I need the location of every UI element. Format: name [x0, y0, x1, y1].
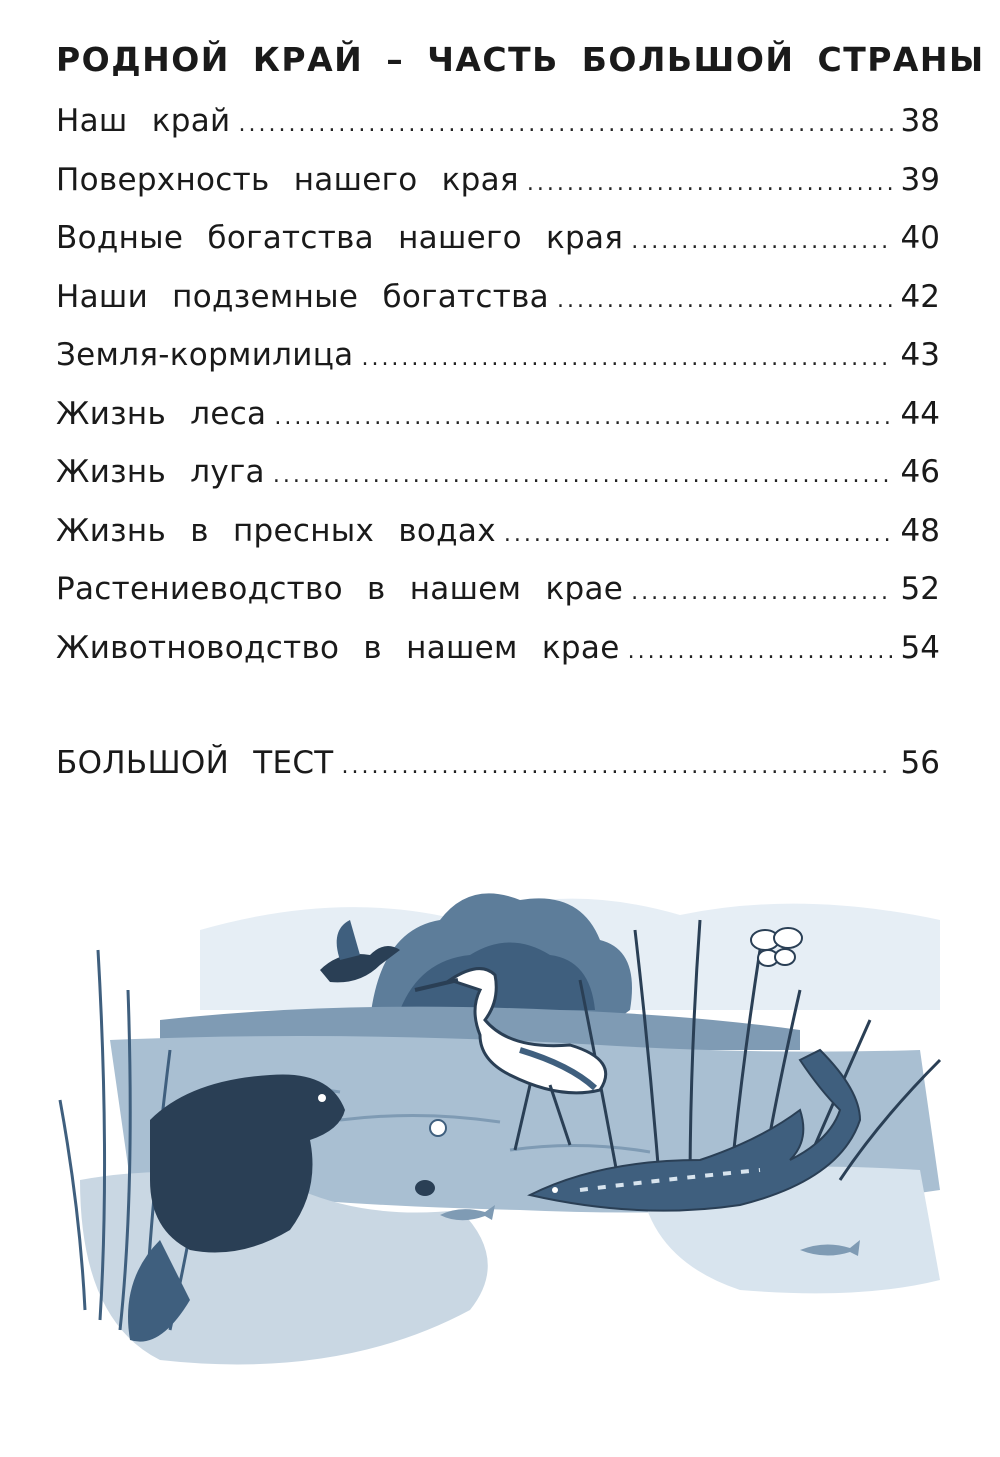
- toc-entry-page: 56: [900, 745, 940, 781]
- water-lily-icon: [430, 1120, 446, 1136]
- toc-leader-dots: [274, 389, 892, 447]
- toc-list: [56, 92, 940, 677]
- toc-entry[interactable]: [56, 268, 940, 327]
- toc-entry[interactable]: [56, 560, 940, 619]
- toc-entry-label: Поверхность нашего края: [56, 161, 519, 198]
- section-title: РОДНОЙ КРАЙ – ЧАСТЬ БОЛЬШОЙ СТРАНЫ: [56, 40, 985, 79]
- toc-leader-dots: [504, 506, 893, 564]
- toc-leader-dots: [631, 213, 892, 271]
- toc-entry[interactable]: [56, 326, 940, 385]
- toc-entry-label: Водные богатства нашего края: [56, 220, 624, 256]
- butterfly-icon: [751, 928, 802, 966]
- toc-leader-dots: [631, 564, 892, 622]
- toc-entry-label: Жизнь луга: [56, 454, 265, 490]
- toc-entry[interactable]: [56, 443, 940, 502]
- toc-entry-label: Наш край: [56, 103, 231, 139]
- toc-entry-page: 52: [900, 571, 940, 607]
- toc-entry-label: БОЛЬШОЙ ТЕСТ: [56, 745, 334, 781]
- toc-leader-dots: [628, 623, 893, 681]
- toc-entry-label: Жизнь в пресных водах: [56, 512, 496, 549]
- toc-entry-page: 38: [900, 103, 940, 139]
- toc-entry[interactable]: [56, 92, 940, 151]
- toc-entry-page: 42: [900, 278, 940, 315]
- toc-entry-page: 43: [900, 337, 940, 373]
- toc-entry-label: Земля-кормилица: [56, 337, 354, 373]
- toc-entry-label: Жизнь леса: [56, 395, 267, 432]
- toc-entry[interactable]: [56, 209, 940, 268]
- toc-entry-label: Наши подземные богатства: [56, 278, 549, 315]
- toc-leader-dots: [557, 272, 893, 330]
- toc-entry-label: Животноводство в нашем крае: [56, 629, 620, 666]
- toc-entry-page: 46: [900, 454, 940, 490]
- toc-entry-page: 40: [900, 220, 940, 256]
- toc-entry[interactable]: [56, 151, 940, 210]
- toc-entry[interactable]: [56, 502, 940, 561]
- toc-entry-page: 44: [900, 395, 940, 432]
- pond-scene-illustration: [40, 860, 980, 1380]
- toc-leader-dots: [361, 330, 892, 388]
- toc-leader-dots: [238, 96, 892, 154]
- toc-leader-dots: [342, 738, 893, 796]
- toc-entry-page: 48: [900, 512, 940, 549]
- toc-entry-label: Растениеводство в нашем крае: [56, 571, 624, 607]
- toc-entry-page: 54: [900, 629, 940, 666]
- toc-entry-test[interactable]: [56, 734, 940, 793]
- toc-entry[interactable]: [56, 385, 940, 444]
- toc-entry[interactable]: [56, 619, 940, 678]
- beetle-icon: [415, 1180, 435, 1196]
- toc-leader-dots: [273, 447, 893, 505]
- toc-entry-page: 39: [900, 161, 940, 198]
- toc-leader-dots: [527, 155, 893, 213]
